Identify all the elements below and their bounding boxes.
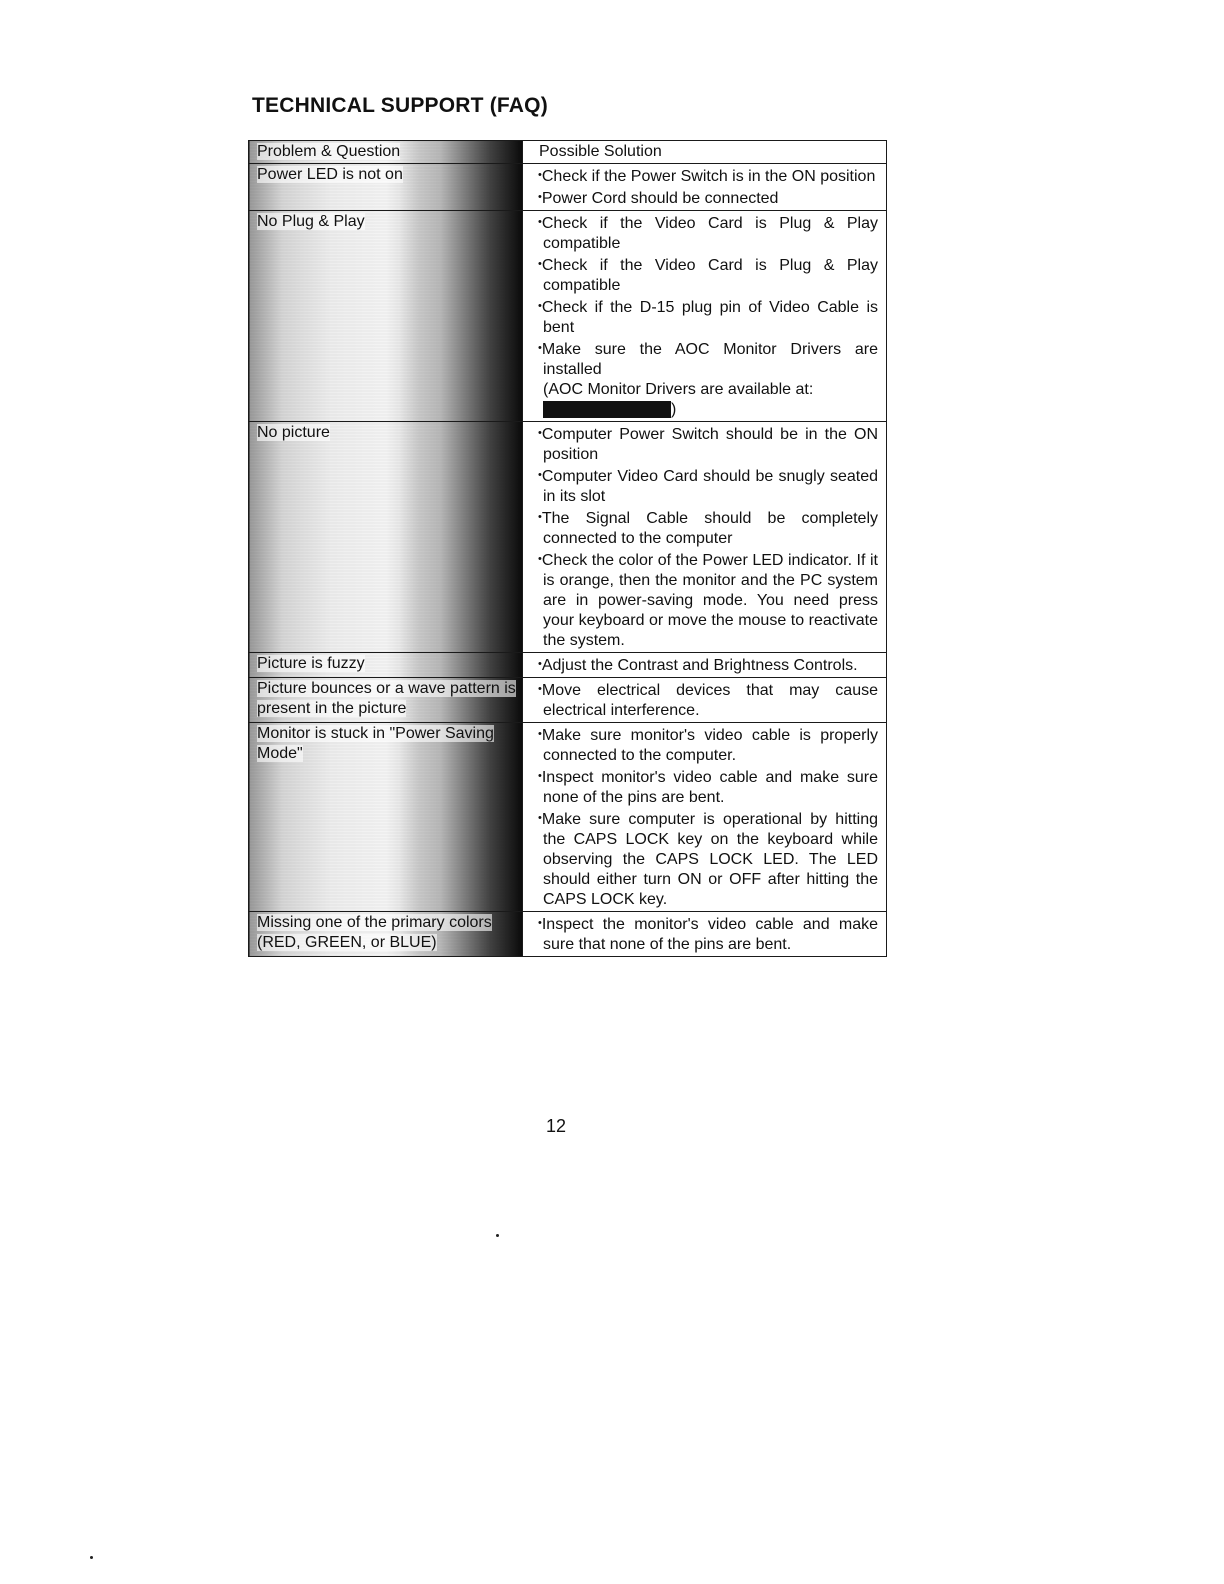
bullet-icon: • (538, 300, 542, 312)
bullet-icon: • (538, 511, 542, 523)
page-number: 12 (546, 1116, 567, 1136)
header-solution: Possible Solution (523, 141, 887, 164)
bullet-icon: • (538, 917, 542, 929)
bullet-icon: • (538, 812, 542, 824)
bullet-icon: • (538, 553, 542, 565)
problem-cell: Missing one of the primary colors (RED, GREEN, or BLUE) (249, 912, 523, 957)
solution-item: •Make sure computer is operational by hitting the CAPS LOCK key on the keyboard while observing the CAPS LOCK LED. The LED should either turn ON or OFF after hitting the CAPS LOCK key. (538, 811, 878, 908)
solution-item: •Check if the Video Card is Plug & Play compatible (538, 257, 878, 294)
problem-cell: No Plug & Play (249, 211, 523, 422)
bullet-icon: • (538, 169, 542, 181)
bullet-icon: • (538, 658, 542, 670)
solution-item: •Computer Video Card should be snugly seated in its slot (538, 468, 878, 505)
solution-item: •Make sure monitor's video cable is properly connected to the computer. (538, 727, 878, 764)
bullet-icon: • (538, 770, 542, 782)
solution-item: •Check if the D-15 plug pin of Video Cable is bent (538, 299, 878, 336)
table-row (249, 422, 887, 653)
bullet-icon: • (538, 728, 542, 740)
solution-cell (523, 422, 887, 653)
problem-cell: Monitor is stuck in "Power Saving Mode" (249, 723, 523, 912)
problem-cell: No picture (249, 422, 523, 653)
bullet-icon: • (538, 427, 542, 439)
table-row (249, 723, 887, 912)
bullet-icon: • (538, 683, 542, 695)
table-row (249, 211, 887, 422)
solution-item: •Inspect the monitor's video cable and make sure that none of the pins are bent. (538, 916, 878, 953)
solution-item: •Check the color of the Power LED indicator. If it is orange, then the monitor and the PC system are in power-saving mode. You need press your keyboard or move the mouse to reactivate the system. (538, 552, 878, 649)
table-header-row (249, 141, 887, 164)
table-row (249, 678, 887, 723)
solution-item: •The Signal Cable should be completely connected to the computer (538, 510, 878, 547)
problem-cell: Picture is fuzzy (249, 653, 523, 678)
bullet-icon: • (538, 258, 542, 270)
redacted-url-bar (543, 401, 671, 418)
scan-speck (90, 1556, 93, 1559)
table-row (249, 164, 887, 211)
table-row (249, 653, 887, 678)
solution-cell (523, 164, 887, 211)
solution-cell (523, 653, 887, 678)
solution-item: •Check if the Video Card is Plug & Play compatible (538, 215, 878, 252)
header-problem: Problem & Question (249, 141, 523, 164)
bullet-icon: • (538, 342, 542, 354)
bullet-icon: • (538, 469, 542, 481)
solution-cell (523, 211, 887, 422)
problem-cell: Picture bounces or a wave pattern is present in the picture (249, 678, 523, 723)
bullet-icon: • (538, 191, 542, 203)
page-title: TECHNICAL SUPPORT (FAQ) (252, 94, 548, 117)
problem-cell: Power LED is not on (249, 164, 523, 211)
solution-cell (523, 912, 887, 957)
solution-item: •Check if the Power Switch is in the ON position (538, 168, 876, 185)
solution-cell (523, 723, 887, 912)
solution-item: •Inspect monitor's video cable and make sure none of the pins are bent. (538, 769, 878, 806)
solution-cell (523, 678, 887, 723)
table-row (249, 912, 887, 957)
scan-speck (496, 1234, 499, 1237)
solution-item: •Adjust the Contrast and Brightness Controls. (538, 657, 858, 674)
faq-table (248, 140, 887, 957)
solution-item: •Power Cord should be connected (538, 190, 779, 207)
solution-item: •Make sure the AOC Monitor Drivers are installed (538, 341, 878, 378)
solution-item: •Move electrical devices that may cause electrical interference. (538, 682, 878, 719)
bullet-icon: • (538, 216, 542, 228)
drivers-note: (AOC Monitor Drivers are available at: ) (543, 381, 814, 418)
solution-item: •Computer Power Switch should be in the ON position (538, 426, 878, 463)
